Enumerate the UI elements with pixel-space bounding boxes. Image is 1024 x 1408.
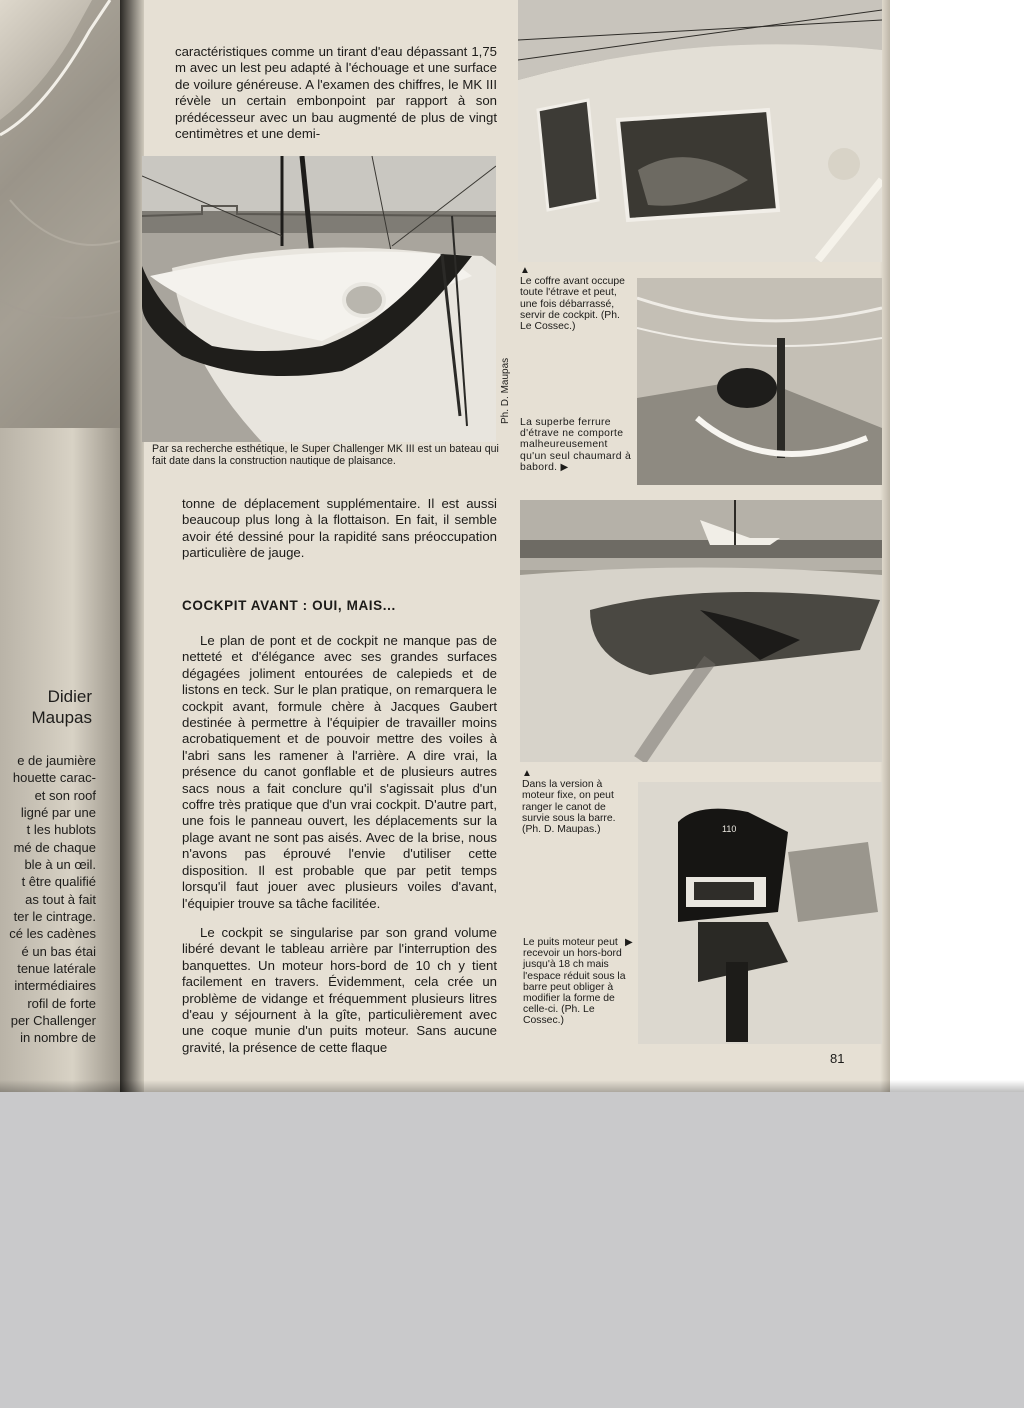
left-page-fragment: e de jaumière — [17, 753, 96, 768]
photo-credit: Ph. D. Maupas — [500, 357, 511, 424]
left-page-fragment: ble à un œil. — [24, 857, 96, 872]
scan-shadow — [0, 1080, 1024, 1092]
section-heading: COCKPIT AVANT : OUI, MAIS... — [182, 598, 396, 613]
arrow-up-icon: ▲ — [520, 265, 530, 276]
version-caption: ▲ Dans la version à moteur fixe, on peut ranger le canot de survie sous la barre. (Ph. D. Maupas.) — [522, 768, 616, 836]
left-page-fragment: in nombre de — [20, 1030, 96, 1045]
left-page-fragment: per Challenger — [10, 1013, 96, 1028]
intro-text: caractéristiques comme un tirant d'eau dépassant 1,75 m avec un lest peu adapté à l'échouage et une surface de voilure généreuse. A l'examen des chiffres, le MK III révèle un certain embonpoint par rapport à son prédécesseur avec un bau augmenté de plus de vingt centimètres et une demi- — [175, 44, 497, 142]
left-page-fragment: intermédiaires — [14, 978, 96, 993]
ferrure-caption: La superbe ferrure d'étrave ne comporte malheureusement qu'un seul chaumard à babord. ▶ — [520, 417, 632, 473]
bow-locker-photo — [518, 0, 882, 262]
left-page-fragment: cé les cadènes — [9, 926, 96, 941]
left-page-fragment: t être qualifié — [21, 874, 96, 889]
outboard-brand-label: 110 — [722, 824, 737, 834]
author-name: Didier Maupas — [31, 687, 92, 727]
left-page-fragment: houette carac- — [12, 770, 96, 785]
outboard-photo — [638, 782, 882, 1044]
left-page-fragment: é un bas étai — [21, 944, 96, 959]
page-number: 81 — [830, 1051, 845, 1066]
left-page-fragment: rofil de forte — [27, 996, 96, 1011]
arrow-right-icon: ▶ — [625, 937, 633, 948]
left-page-photo — [0, 0, 124, 428]
left-page-fragment: tenue latérale — [17, 961, 96, 976]
binding-gutter — [120, 0, 144, 1092]
arrow-up-icon: ▲ — [522, 768, 532, 779]
puits-caption: Le puits moteur peut recevoir un hors-bord jusqu'à 18 ch mais l'espace réduit sous la barre peut obliger à modifier la forme de celle-ci. (Ph. Le Cossec.) ▶ — [523, 937, 633, 1027]
continuation-text: tonne de déplacement supplémentaire. Il est aussi beaucoup plus long à la flottaison. En fait, il semble avoir été dessiné pour la rapidité sans préoccupation particulière de jauge. — [182, 496, 497, 561]
forward-cockpit-photo — [520, 500, 882, 762]
left-page — [0, 0, 132, 1092]
left-page-fragment: ter le cintrage. — [13, 909, 96, 924]
main-photo — [142, 156, 496, 442]
coffre-caption: ▲ Le coffre avant occupe toute l'étrave et peut, une fois débarrassé, servir de cockpit. (Ph. Le Cossec.) — [520, 265, 625, 333]
arrow-right-icon: ▶ — [560, 461, 569, 473]
left-page-fragment: ligné par une — [20, 805, 96, 820]
left-page-fragment: et son roof — [34, 788, 96, 803]
paragraph-1: Le plan de pont et de cockpit ne manque pas de netteté et d'élégance avec ses grandes surfaces dégagées joliment entourées de calepieds et de listons en teck. Sur le plan pratique, on remarquera le cockpit avant, formule chère à Jacques Gaubert destinée à permettre à l'équipier de travailler moins acrobatiquement et de pouvoir mettre des voiles à l'abri sans les ramener à l'arrière. A dire vrai, la présence du canot gonflable et de plusieurs autres sacs nous a fait conclure qu'il s'agissait plus d'un coffre très pratique que d'un vrai cockpit. D'autre part, une fois le panneau ouvert, les déplacements sur la plage avant ne sont pas aisés. Avec de la brise, nous n'avons pas éprouvé l'envie d'utiliser cette disposition. Il est probable que par petit temps lorsqu'il faut jouer avec plusieurs voiles d'avant, l'équipier trouve sa tâche facilitée. — [182, 633, 497, 911]
paragraph-2: Le cockpit se singularise par son grand volume libéré devant le tableau arrière par l'interruption des banquettes. Un moteur hors-bord de 10 ch y tient facilement en travers. Évidemment, cela crée un problème de vidange et fréquemment plusieurs litres d'eau y séjournent à la gîte, particulièrement avec une coque munie d'un puits moteur. Sans aucune gravité, la présence de cette flaque — [182, 924, 497, 1055]
main-caption: Par sa recherche esthétique, le Super Challenger MK III est un bateau qui fait date dans la construction nautique de plaisance. — [152, 443, 499, 467]
body-column — [182, 633, 497, 1056]
left-page-fragment: mé de chaque — [13, 840, 96, 855]
left-page-fragment: t les hublots — [26, 822, 96, 837]
left-page-fragment: as tout à fait — [25, 892, 96, 907]
bow-fitting-photo — [637, 278, 882, 485]
